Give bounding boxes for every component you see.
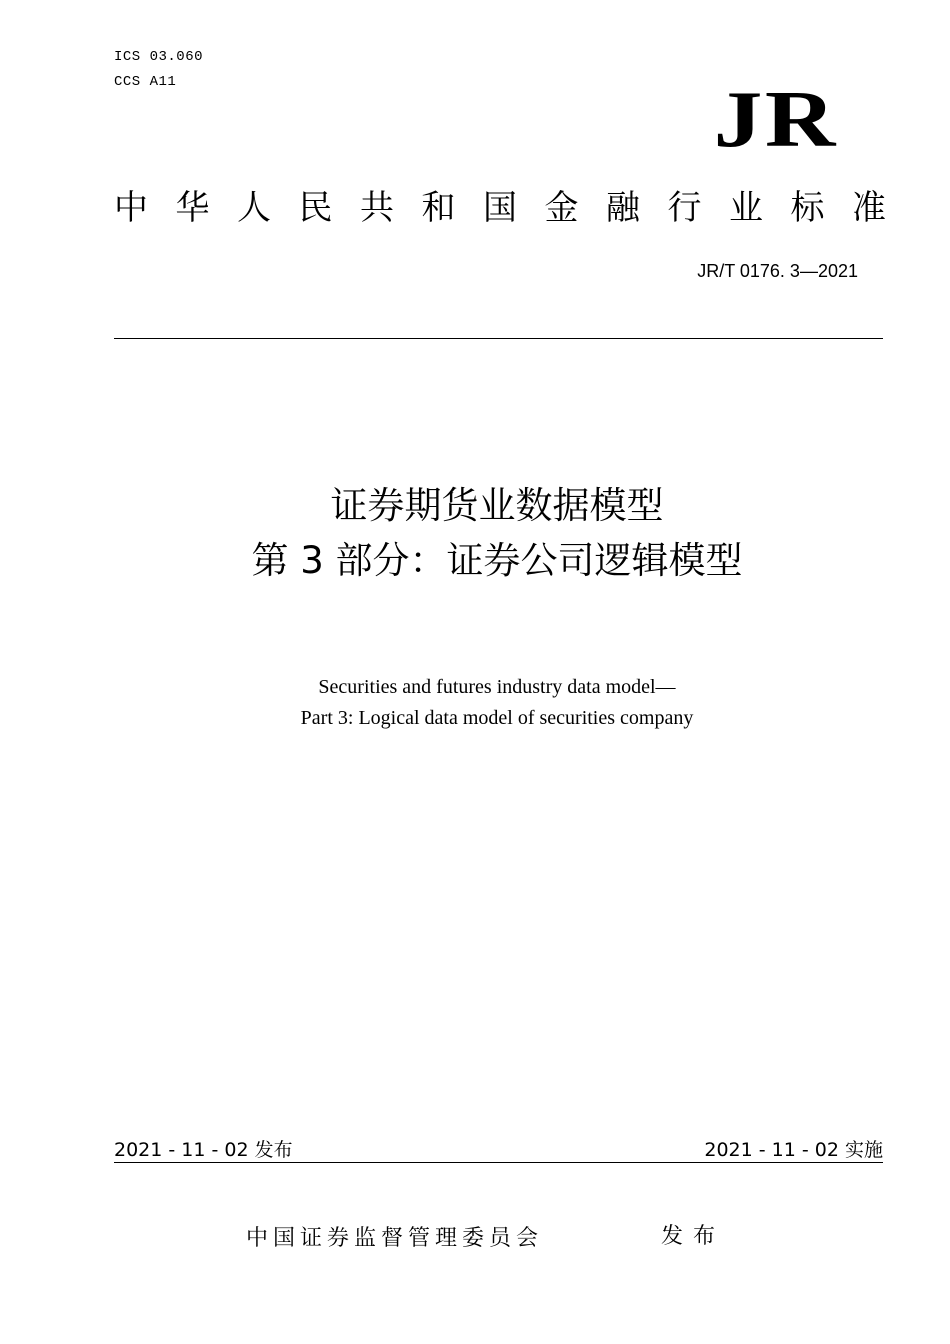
issued-label: 发布: [661, 1224, 726, 1249]
ics-code: ICS 03.060: [114, 49, 204, 65]
document-subtitle-cn: 第 3 部分：证券公司逻辑模型: [251, 539, 743, 582]
standard-number: JR/T 0176. 3—2021: [697, 261, 858, 281]
jr-logo: JR: [713, 76, 838, 164]
top-divider: [114, 338, 883, 339]
document-subtitle-en: Part 3: Logical data model of securities company: [300, 707, 694, 729]
bottom-divider: [114, 1162, 883, 1163]
document-title-cn: 证券期货业数据模型: [330, 484, 664, 527]
publish-date: 2021 - 11 - 02 发布: [114, 1139, 293, 1161]
standard-category-title: 中华人民共和国金融行业标准: [114, 188, 914, 228]
document-title-en: Securities and futures industry data model—: [318, 676, 676, 698]
issuing-authority: 中国证券监督管理委员会: [246, 1226, 544, 1251]
implementation-date: 2021 - 11 - 02 实施: [704, 1139, 883, 1161]
ccs-code: CCS A11: [114, 74, 177, 90]
